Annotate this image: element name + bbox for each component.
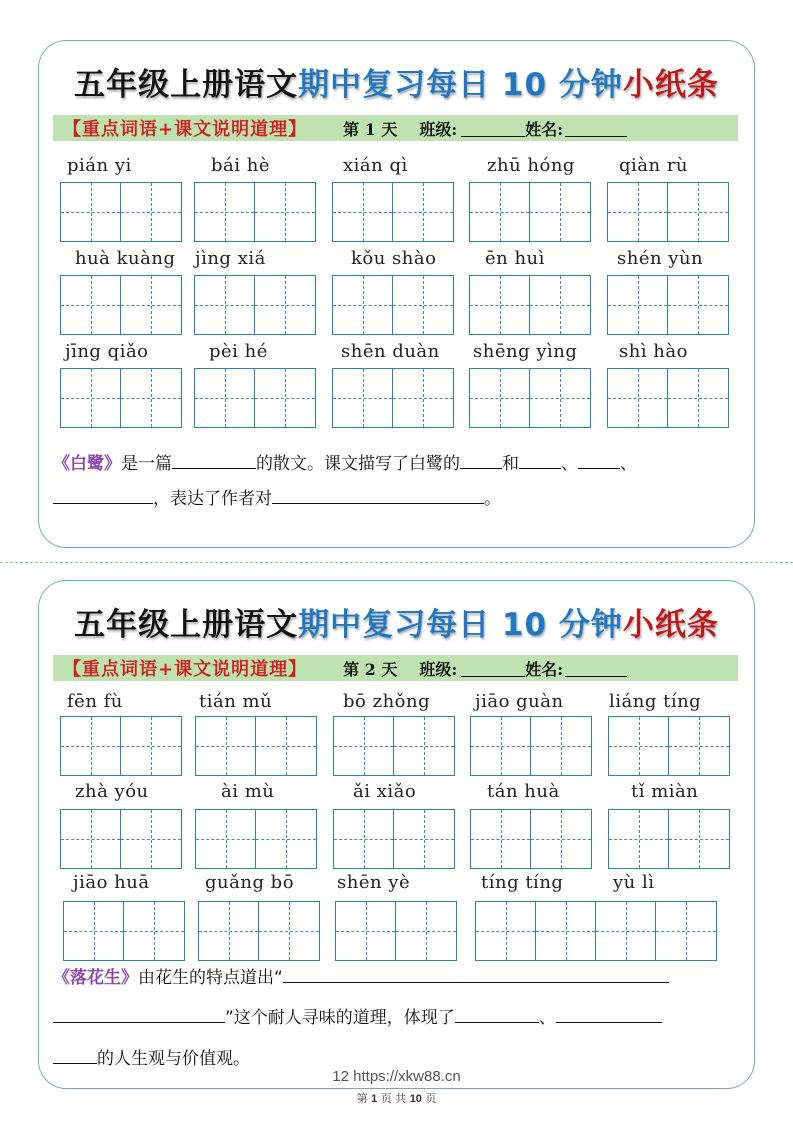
pinyin-label: pián yi: [67, 155, 132, 176]
pinyin-label: shēng yìng: [473, 341, 578, 362]
paragraph-text: 的散文。课文描写了白鹭的: [256, 454, 460, 474]
paragraph-text: ”这个耐人寻味的道理，体现了: [225, 1008, 455, 1028]
tianzige-box[interactable]: [333, 716, 455, 776]
tianzige-box[interactable]: [60, 275, 182, 335]
answer-blank[interactable]: [460, 452, 502, 469]
name-label: 姓名:: [525, 659, 564, 679]
pinyin-label: ài mù: [221, 781, 275, 802]
pinyin-label: qiàn rù: [619, 155, 689, 176]
pinyin-label: bái hè: [211, 155, 270, 176]
fill-in-paragraph-line-3: [53, 1044, 743, 1069]
pinyin-label: bō zhǒng: [343, 691, 431, 712]
tianzige-box[interactable]: [60, 368, 182, 428]
pinyin-label: kǒu shào: [351, 248, 437, 269]
page-suffix: 页: [425, 1092, 437, 1105]
tianzige-box[interactable]: [198, 901, 320, 961]
page-prefix: 第: [356, 1092, 368, 1105]
answer-blank[interactable]: [53, 1006, 225, 1023]
tianzige-box[interactable]: [470, 716, 592, 776]
tianzige-box[interactable]: [60, 182, 182, 242]
pinyin-label: tián mǔ: [199, 691, 273, 712]
pinyin-label: jiāo huā: [73, 872, 150, 893]
pinyin-label: shēn yè: [337, 872, 411, 893]
tianzige-box[interactable]: [608, 716, 730, 776]
tianzige-box[interactable]: [195, 716, 317, 776]
tianzige-box[interactable]: [335, 901, 457, 961]
answer-blank[interactable]: [455, 1006, 539, 1023]
pinyin-label: ēn huì: [485, 248, 545, 269]
class-field[interactable]: [461, 659, 525, 677]
page-number: [0, 1090, 793, 1106]
pinyin-label: tíng tíng: [481, 872, 564, 893]
tianzige-box[interactable]: [195, 809, 317, 869]
title-note: 小纸条: [622, 607, 719, 643]
tianzige-box[interactable]: [332, 275, 454, 335]
paragraph-text: 、: [620, 454, 637, 474]
book-title: 《落花生》: [53, 968, 138, 988]
fill-in-paragraph-line-1: [53, 449, 743, 474]
tianzige-box[interactable]: [60, 716, 182, 776]
header-band: [53, 115, 738, 141]
cut-line-divider: [0, 562, 793, 563]
page-middle: 页 共: [380, 1092, 407, 1105]
tianzige-box[interactable]: [607, 182, 729, 242]
pinyin-label: liáng tíng: [609, 691, 702, 712]
title-grade: 五年级上册语文: [74, 607, 299, 643]
pinyin-label: shén yùn: [617, 248, 704, 269]
pinyin-label: guǎng bō: [205, 872, 295, 893]
class-label: 班级:: [419, 119, 458, 139]
pinyin-label: zhū hóng: [487, 155, 575, 176]
answer-blank[interactable]: [578, 452, 620, 469]
paragraph-text: 的人生观与价值观。: [97, 1049, 250, 1069]
class-label: 班级:: [419, 659, 458, 679]
tianzige-box[interactable]: [60, 809, 182, 869]
topic-label: 【重点词语+课文说明道理】: [63, 119, 308, 140]
tianzige-box[interactable]: [475, 901, 717, 961]
pinyin-label: tǐ miàn: [631, 781, 699, 802]
pinyin-label: jiāo guàn: [475, 691, 564, 712]
pinyin-label: jīng qiǎo: [65, 341, 149, 362]
tianzige-box[interactable]: [470, 809, 592, 869]
answer-blank[interactable]: [53, 487, 153, 504]
class-field[interactable]: [461, 119, 525, 137]
answer-blank[interactable]: [556, 1006, 662, 1023]
fill-in-paragraph-line-1: [53, 963, 743, 988]
paragraph-text: 、: [561, 454, 578, 474]
title-review: 期中复习每日 10 分钟: [298, 607, 623, 643]
tianzige-box[interactable]: [194, 182, 316, 242]
tianzige-box[interactable]: [63, 901, 185, 961]
name-field[interactable]: [565, 119, 627, 137]
pinyin-label: shēn duàn: [341, 341, 440, 362]
header-band: [53, 655, 738, 681]
name-field[interactable]: [565, 659, 627, 677]
tianzige-box[interactable]: [332, 182, 454, 242]
day-label: 第 2 天: [343, 659, 398, 679]
day-1-card: [38, 40, 755, 548]
tianzige-box[interactable]: [469, 275, 591, 335]
tianzige-box[interactable]: [333, 809, 455, 869]
tianzige-box[interactable]: [194, 368, 316, 428]
paragraph-text: 、: [538, 1008, 556, 1028]
day-label: 第 1 天: [343, 119, 398, 139]
fill-in-paragraph-line-2: [53, 484, 743, 509]
paragraph-text: ，表达了作者对: [153, 489, 272, 509]
pinyin-label: zhà yóu: [75, 781, 149, 802]
pinyin-label: huà kuàng: [75, 248, 176, 269]
pinyin-label: yù lì: [613, 872, 655, 893]
answer-blank[interactable]: [53, 1047, 97, 1064]
name-label: 姓名:: [525, 119, 564, 139]
pinyin-label: xián qì: [343, 155, 408, 176]
tianzige-box[interactable]: [469, 368, 591, 428]
tianzige-box[interactable]: [608, 809, 730, 869]
pinyin-label: jìng xiá: [195, 248, 266, 269]
topic-label: 【重点词语+课文说明道理】: [63, 659, 308, 680]
answer-blank[interactable]: [272, 487, 484, 504]
pinyin-label: tán huà: [487, 781, 560, 802]
worksheet-title: [39, 599, 754, 644]
answer-blank[interactable]: [283, 966, 669, 983]
watermark: 12 https://xkw88.cn: [332, 1068, 461, 1085]
day-2-card: [38, 580, 755, 1089]
fill-in-paragraph-line-2: [53, 1003, 743, 1028]
tianzige-box[interactable]: [607, 275, 729, 335]
paragraph-text: 和: [502, 454, 519, 474]
answer-blank[interactable]: [519, 452, 561, 469]
paragraph-text: 由花生的特点道出“: [138, 968, 283, 988]
page-current: 1: [371, 1093, 378, 1105]
pinyin-label: pèi hé: [209, 341, 268, 362]
book-title: 《白鹭》: [53, 454, 121, 474]
tianzige-box[interactable]: [194, 275, 316, 335]
tianzige-box[interactable]: [607, 368, 729, 428]
title-grade: 五年级上册语文: [74, 67, 299, 103]
paragraph-text: 是一篇: [121, 454, 172, 474]
tianzige-box[interactable]: [332, 368, 454, 428]
title-review: 期中复习每日 10 分钟: [298, 67, 623, 103]
worksheet-title: [39, 59, 754, 104]
pinyin-label: fēn fù: [67, 691, 123, 712]
tianzige-box[interactable]: [469, 182, 591, 242]
pinyin-label: ǎi xiǎo: [353, 781, 417, 802]
paragraph-text: 。: [484, 489, 501, 509]
pinyin-label: shì hào: [619, 341, 688, 362]
answer-blank[interactable]: [172, 452, 256, 469]
page-total: 10: [409, 1093, 422, 1105]
title-note: 小纸条: [622, 67, 719, 103]
